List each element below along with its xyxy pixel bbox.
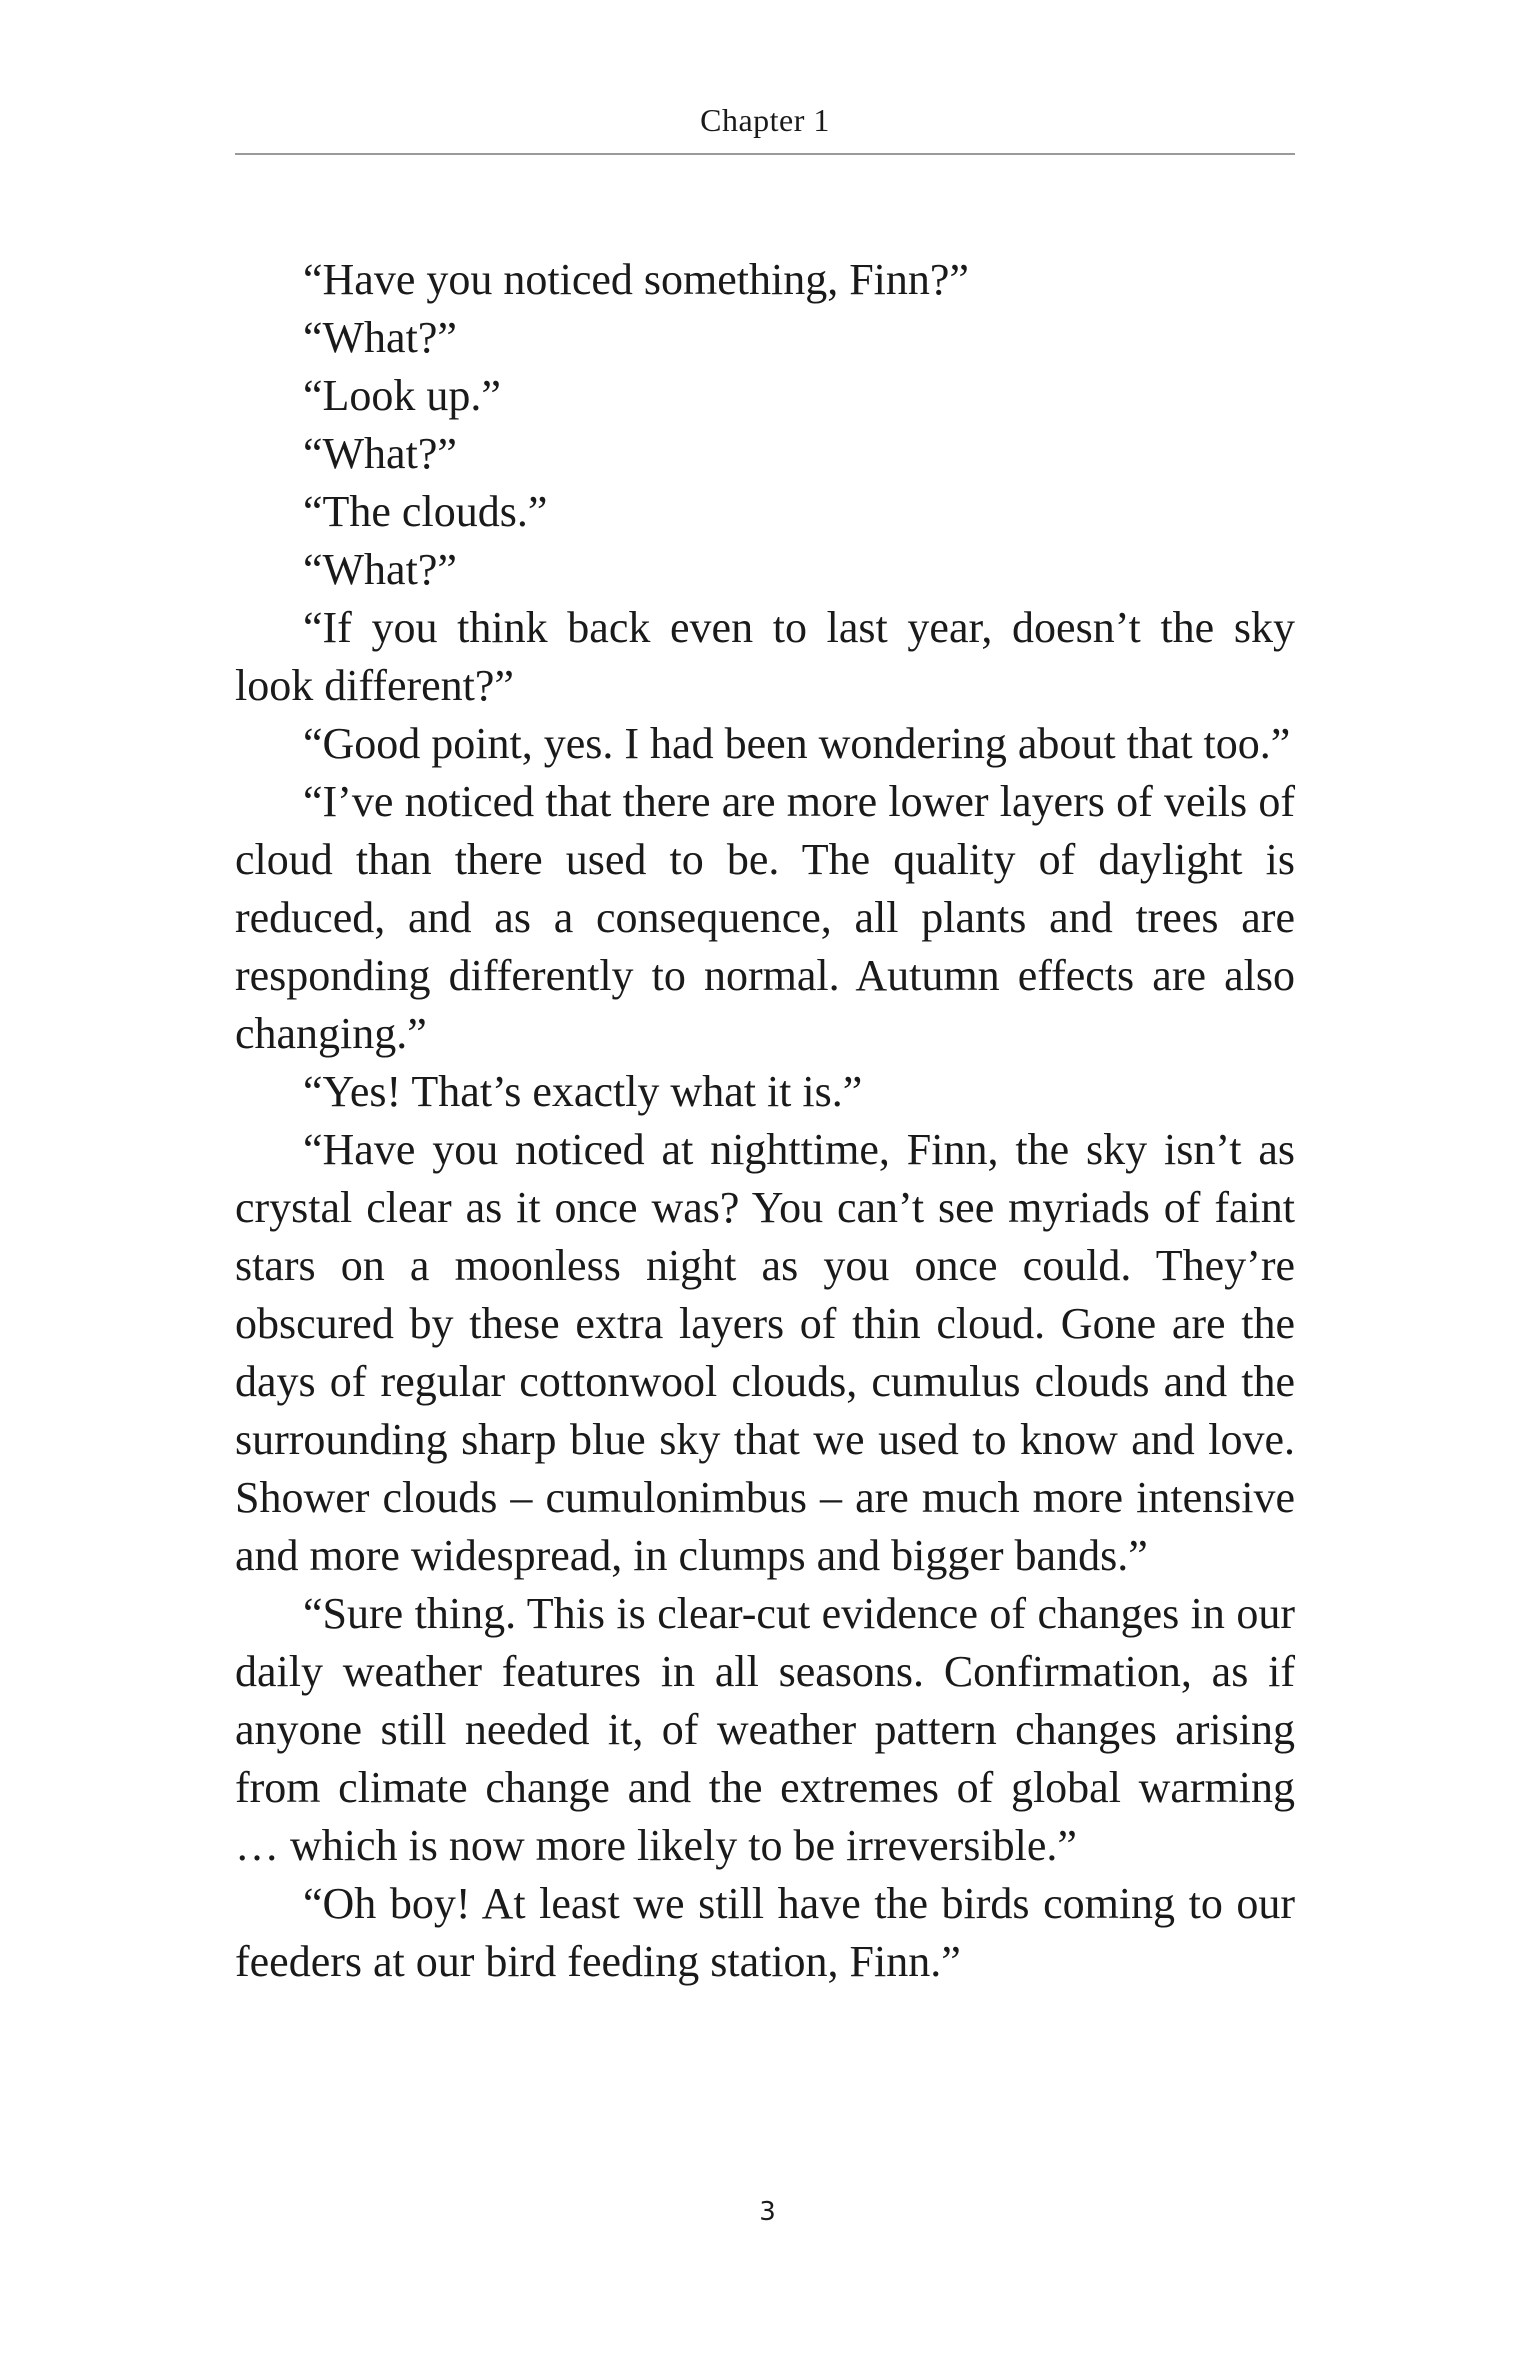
paragraph: “Good point, yes. I had been wondering about that too.” <box>303 719 1291 768</box>
paragraph: “Have you noticed something, Finn?” <box>303 255 969 304</box>
paragraph: “What?” <box>303 313 457 362</box>
paragraph: “What?” <box>303 429 457 478</box>
paragraph: “What?” <box>303 545 457 594</box>
paragraph: “If you think back even to last year, doesn’t the sky look different?” <box>235 603 1295 710</box>
paragraph: “Yes! That’s exactly what it is.” <box>303 1067 863 1116</box>
body-text <box>235 251 1295 1991</box>
paragraph: “Oh boy! At least we still have the birds coming to our feeders at our bird feeding station, Finn.” <box>235 1879 1295 1986</box>
page-number: 3 <box>759 2197 776 2227</box>
paragraph: “Have you noticed at nighttime, Finn, the sky isn’t as crystal clear as it once was? You can’t see myriads of faint stars on a moonless night as you once could. They’re obscured by these extra layers of thin cloud. Gone are the days of regular cottonwool clouds, cumulus clouds and the surrounding sharp blue sky that we used to know and love. Shower clouds – cumulonimbus – are much more intensive and more widespread, in clumps and bigger bands.” <box>235 1125 1295 1580</box>
running-head: Chapter 1 <box>700 102 830 138</box>
paragraph: “I’ve noticed that there are more lower layers of veils of cloud than there used to be. The quality of daylight is reduced, and as a consequence, all plants and trees are responding differently to normal. Autumn effects are also changing.” <box>235 777 1295 1058</box>
paragraph: “Sure thing. This is clear-cut evidence of changes in our daily weather features in all seasons. Confirmation, as if anyone still needed it, of weather pattern changes arising from climate change and the extremes of global warming … which is now more likely to be irreversible.” <box>235 1589 1295 1870</box>
paragraph: “The clouds.” <box>303 487 548 536</box>
paragraph: “Look up.” <box>303 371 501 420</box>
header-rule <box>235 153 1295 155</box>
